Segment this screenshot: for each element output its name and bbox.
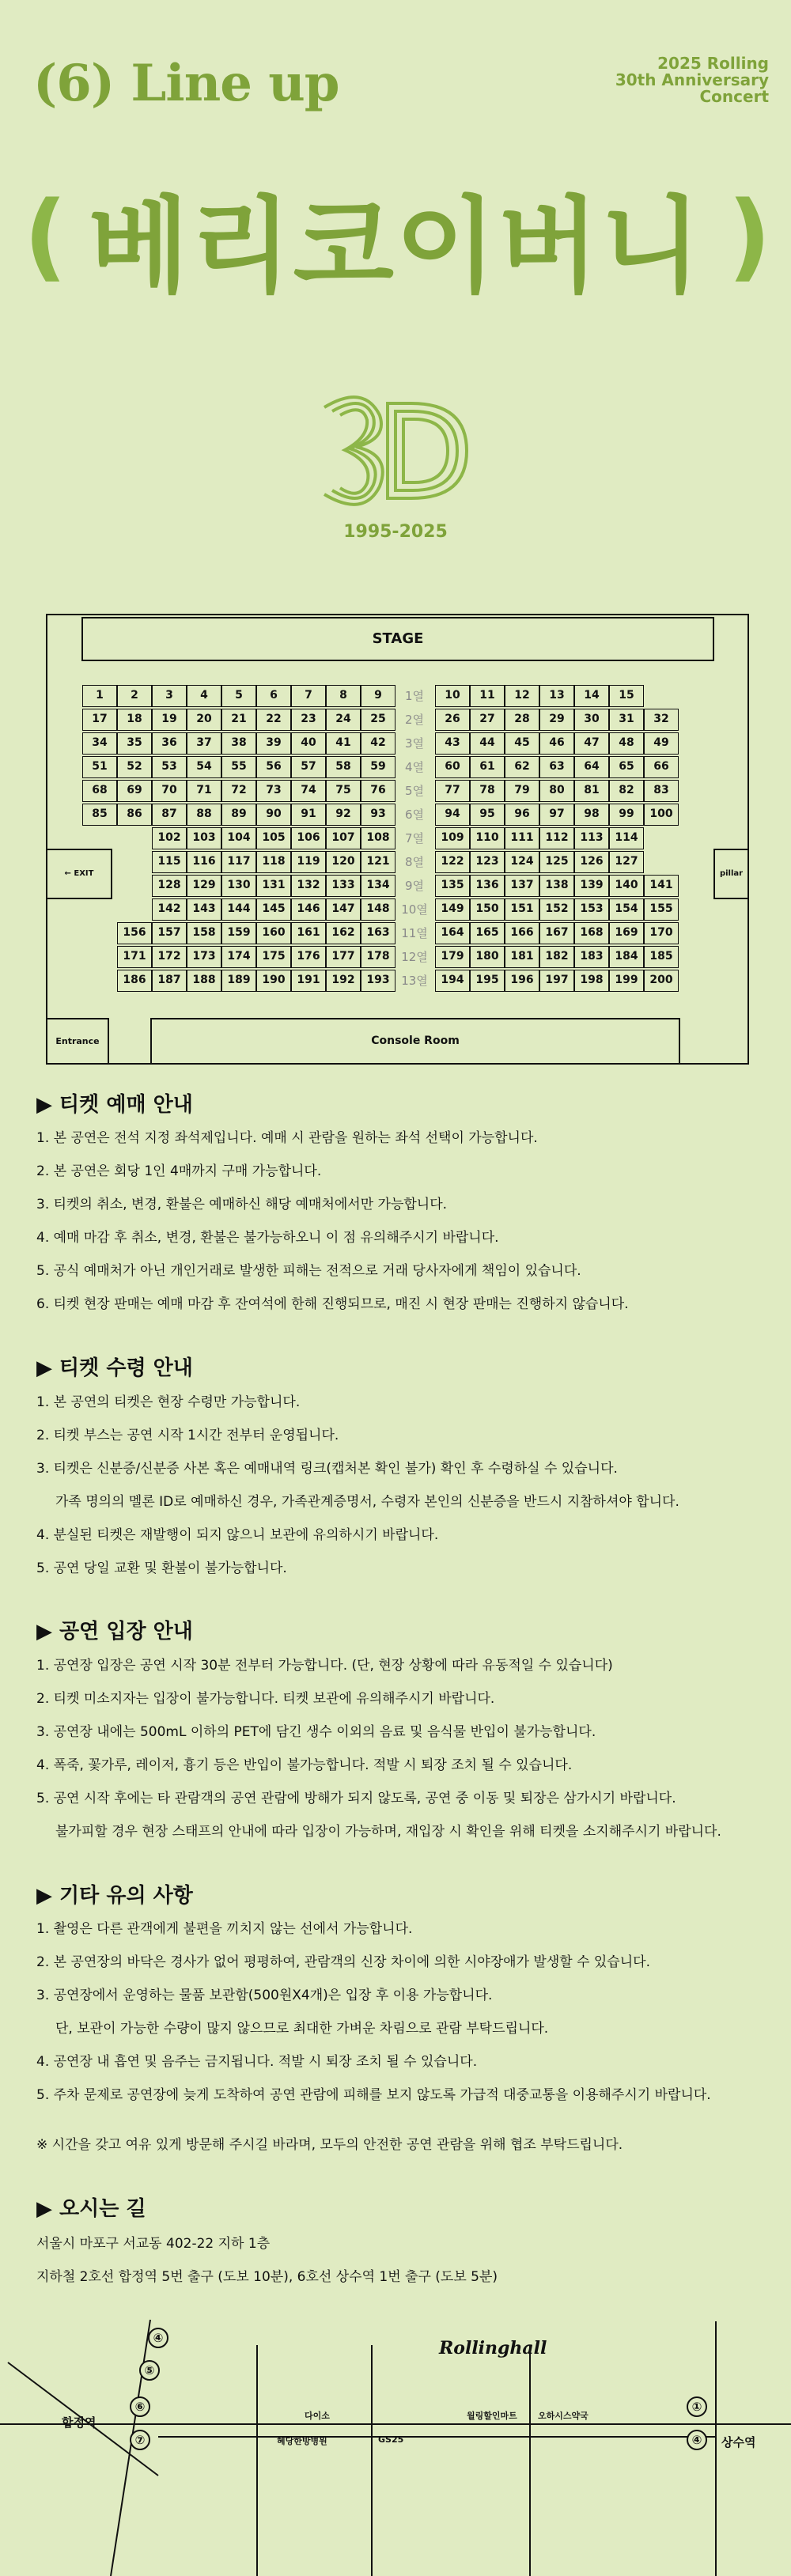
- entry-line-5b: 불가피할 경우 현장 스태프의 안내에 따라 입장이 가능하며, 재입장 시 확인을 위해 티켓을 소지해주시기 바랍니다.: [55, 1824, 721, 1840]
- seat: 141: [644, 875, 679, 897]
- seat: 125: [539, 851, 574, 873]
- stage-label: STAGE: [81, 617, 714, 661]
- seat: 76: [361, 780, 396, 802]
- row-label: 13열: [401, 974, 428, 988]
- seat: 145: [256, 898, 291, 921]
- ticketing-line-6: 6. 티켓 현장 판매는 예매 마감 후 잔여석에 한해 진행되므로, 매진 시 현장 판매는 진행하지 않습니다.: [36, 1296, 629, 1312]
- seat: 172: [152, 946, 187, 968]
- seat: 28: [505, 709, 539, 731]
- seat: 15: [609, 685, 644, 707]
- seat: 39: [256, 732, 291, 755]
- seat: 192: [326, 970, 361, 992]
- seat: 96: [505, 804, 539, 826]
- seat: 117: [221, 851, 256, 873]
- etc-line-2: 2. 본 공연장의 바닥은 경사가 없어 평평하여, 관람객의 신장 차이에 의한 시야장애가 발생할 수 있습니다.: [36, 1954, 650, 1970]
- lineup-title: (6) Line up: [33, 54, 339, 113]
- seat: 5: [221, 685, 256, 707]
- seat: 17: [82, 709, 117, 731]
- seat: 184: [609, 946, 644, 968]
- seat: 161: [291, 922, 326, 944]
- seat: 27: [470, 709, 505, 731]
- seat: 63: [539, 756, 574, 778]
- seat: 126: [574, 851, 609, 873]
- seat: 134: [361, 875, 396, 897]
- exit-4-hapjeong: ④: [148, 2328, 168, 2348]
- seat: 87: [152, 804, 187, 826]
- seat: 160: [256, 922, 291, 944]
- seat: 139: [574, 875, 609, 897]
- seat: 140: [609, 875, 644, 897]
- concert-line-3: Concert: [699, 87, 769, 106]
- sangsu-station-label: 상수역: [721, 2435, 756, 2449]
- seat: 164: [435, 922, 470, 944]
- seat: 2: [117, 685, 152, 707]
- seat: 35: [117, 732, 152, 755]
- seat: 158: [187, 922, 221, 944]
- seat: 137: [505, 875, 539, 897]
- row-label: 3열: [404, 736, 425, 751]
- seat: 57: [291, 756, 326, 778]
- seat: 129: [187, 875, 221, 897]
- seat: 82: [609, 780, 644, 802]
- daiso-label: 다이소: [305, 2411, 330, 2421]
- seat: 40: [291, 732, 326, 755]
- seat: 151: [505, 898, 539, 921]
- pickup-line-5: 5. 공연 당일 교환 및 환불이 불가능합니다.: [36, 1560, 287, 1576]
- seat: 143: [187, 898, 221, 921]
- seat: 110: [470, 827, 505, 849]
- seat: 159: [221, 922, 256, 944]
- seat: 73: [256, 780, 291, 802]
- seat: 195: [470, 970, 505, 992]
- seat: 54: [187, 756, 221, 778]
- seat: 100: [644, 804, 679, 826]
- left-bracket: (: [24, 182, 67, 292]
- seat: 108: [361, 827, 396, 849]
- seat: 56: [256, 756, 291, 778]
- console-room-label: Console Room: [150, 1018, 680, 1065]
- seat: 71: [187, 780, 221, 802]
- row-label: 1열: [404, 689, 425, 703]
- row-label: 12열: [401, 950, 428, 964]
- seat: 163: [361, 922, 396, 944]
- seat: 13: [539, 685, 574, 707]
- pickup-line-3: 3. 티켓은 신분증/신분증 사본 혹은 예매내역 링크(캡처본 확인 불가) 확인 후 수령하실 수 있습니다.: [36, 1461, 618, 1477]
- etc-line-3b: 단, 보관이 가능한 수량이 많지 않으므로 최대한 가벼운 차림으로 관람 부탁드립니다.: [55, 2021, 549, 2037]
- seat: 115: [152, 851, 187, 873]
- seat: 78: [470, 780, 505, 802]
- seat: 95: [470, 804, 505, 826]
- seat: 149: [435, 898, 470, 921]
- seat: 198: [574, 970, 609, 992]
- seat: 92: [326, 804, 361, 826]
- row-label: 9열: [404, 879, 425, 893]
- ticketing-line-3: 3. 티켓의 취소, 변경, 환불은 예매하신 해당 예매처에서만 가능합니다.: [36, 1197, 448, 1212]
- seat: 65: [609, 756, 644, 778]
- seat: 169: [609, 922, 644, 944]
- row-label: 10열: [401, 902, 428, 917]
- etc-line-4: 4. 공연장 내 흡연 및 음주는 금지됩니다. 적발 시 퇴장 조치 될 수 있습니다.: [36, 2054, 478, 2070]
- seat: 113: [574, 827, 609, 849]
- seat: 191: [291, 970, 326, 992]
- seat: 31: [609, 709, 644, 731]
- row-label: 11열: [401, 926, 428, 940]
- seat: 49: [644, 732, 679, 755]
- seat: 121: [361, 851, 396, 873]
- seat: 146: [291, 898, 326, 921]
- seat: 88: [187, 804, 221, 826]
- seat: 127: [609, 851, 644, 873]
- seat: 188: [187, 970, 221, 992]
- exit-5-hapjeong: ⑤: [139, 2360, 160, 2381]
- pickup-line-2: 2. 티켓 부스는 공연 시작 1시간 전부터 운영됩니다.: [36, 1428, 339, 1443]
- venue-label: Rollinghall: [439, 2338, 547, 2358]
- seat: 46: [539, 732, 574, 755]
- seat: 77: [435, 780, 470, 802]
- hapjeong-station-label: 합정역: [62, 2415, 97, 2430]
- seat: 173: [187, 946, 221, 968]
- seat: 109: [435, 827, 470, 849]
- pickup-heading: ▶ 티켓 수령 안내: [36, 1356, 193, 1380]
- seat: 30: [574, 709, 609, 731]
- seat: 43: [435, 732, 470, 755]
- seat: 185: [644, 946, 679, 968]
- seat: 176: [291, 946, 326, 968]
- seat: 175: [256, 946, 291, 968]
- row-label: 5열: [404, 784, 425, 798]
- seat: 152: [539, 898, 574, 921]
- seat: 91: [291, 804, 326, 826]
- seat: 23: [291, 709, 326, 731]
- seat: 51: [82, 756, 117, 778]
- seat: 183: [574, 946, 609, 968]
- seat: 97: [539, 804, 574, 826]
- entry-line-3: 3. 공연장 내에는 500mL 이하의 PET에 담긴 생수 이외의 음료 및 음식물 반입이 불가능합니다.: [36, 1724, 596, 1740]
- seat: 144: [221, 898, 256, 921]
- seat: 107: [326, 827, 361, 849]
- seat: 18: [117, 709, 152, 731]
- exit-label: ← EXIT: [46, 849, 112, 899]
- seat: 85: [82, 804, 117, 826]
- seat: 162: [326, 922, 361, 944]
- seat: 167: [539, 922, 574, 944]
- seat: 86: [117, 804, 152, 826]
- seat: 29: [539, 709, 574, 731]
- seat: 10: [435, 685, 470, 707]
- entry-line-2: 2. 티켓 미소지자는 입장이 불가능합니다. 티켓 보관에 유의해주시기 바랍니다.: [36, 1691, 495, 1707]
- seat: 99: [609, 804, 644, 826]
- seat: 42: [361, 732, 396, 755]
- seat: 32: [644, 709, 679, 731]
- seat: 147: [326, 898, 361, 921]
- seat: 157: [152, 922, 187, 944]
- exit-4-sangsu: ④: [687, 2430, 707, 2450]
- seat: 94: [435, 804, 470, 826]
- seat: 156: [117, 922, 152, 944]
- seat: 106: [291, 827, 326, 849]
- seat: 98: [574, 804, 609, 826]
- seat: 166: [505, 922, 539, 944]
- seat: 174: [221, 946, 256, 968]
- seat: 60: [435, 756, 470, 778]
- row-label: 2열: [404, 713, 425, 727]
- pharmacy-label: 오하시스약국: [538, 2411, 589, 2421]
- seat: 170: [644, 922, 679, 944]
- ticketing-line-2: 2. 본 공연은 회당 1인 4매까지 구매 가능합니다.: [36, 1163, 322, 1179]
- seat: 9: [361, 685, 396, 707]
- row-label: 6열: [404, 808, 425, 822]
- etc-note: ※ 시간을 갖고 여유 있게 방문해 주시길 바라며, 모두의 안전한 공연 관람을 위해 협조 부탁드립니다.: [36, 2137, 623, 2153]
- seat: 24: [326, 709, 361, 731]
- seat: 61: [470, 756, 505, 778]
- seat: 22: [256, 709, 291, 731]
- seat: 177: [326, 946, 361, 968]
- directions-heading: ▶ 오시는 길: [36, 2197, 146, 2221]
- seat: 165: [470, 922, 505, 944]
- seat: 131: [256, 875, 291, 897]
- seat: 182: [539, 946, 574, 968]
- seat: 190: [256, 970, 291, 992]
- seat: 79: [505, 780, 539, 802]
- seat: 8: [326, 685, 361, 707]
- seat: 37: [187, 732, 221, 755]
- seat: 6: [256, 685, 291, 707]
- seat: 93: [361, 804, 396, 826]
- seat: 200: [644, 970, 679, 992]
- seat: 12: [505, 685, 539, 707]
- etc-line-1: 1. 촬영은 다른 관객에게 불편을 끼치지 않는 선에서 가능합니다.: [36, 1921, 413, 1937]
- seat: 70: [152, 780, 187, 802]
- subway-text: 지하철 2호선 합정역 5번 출구 (도보 10분), 6호선 상수역 1번 출구 (도보 5분): [36, 2269, 498, 2285]
- seat: 122: [435, 851, 470, 873]
- seat: 20: [187, 709, 221, 731]
- seat: 133: [326, 875, 361, 897]
- ticketing-heading: ▶ 티켓 예매 안내: [36, 1093, 193, 1117]
- pillar-label: pillar: [713, 849, 749, 899]
- seat: 189: [221, 970, 256, 992]
- seat: 132: [291, 875, 326, 897]
- seat: 90: [256, 804, 291, 826]
- etc-heading: ▶ 기타 유의 사항: [36, 1884, 193, 1908]
- seat: 199: [609, 970, 644, 992]
- seat: 186: [117, 970, 152, 992]
- entry-line-5: 5. 공연 시작 후에는 타 관람객의 공연 관람에 방해가 되지 않도록, 공연 중 이동 및 퇴장은 삼가시기 바랍니다.: [36, 1791, 676, 1806]
- seat: 142: [152, 898, 187, 921]
- mart-label: 월링할인마트: [467, 2411, 517, 2421]
- seat: 123: [470, 851, 505, 873]
- seat: 66: [644, 756, 679, 778]
- exit-7-hapjeong: ⑦: [130, 2430, 150, 2450]
- seat: 41: [326, 732, 361, 755]
- seat: 81: [574, 780, 609, 802]
- gs25-label: GS25: [378, 2434, 404, 2445]
- seat: 45: [505, 732, 539, 755]
- seat: 68: [82, 780, 117, 802]
- seat: 72: [221, 780, 256, 802]
- seat: 135: [435, 875, 470, 897]
- seat: 138: [539, 875, 574, 897]
- seat: 120: [326, 851, 361, 873]
- seat: 58: [326, 756, 361, 778]
- seat: 64: [574, 756, 609, 778]
- seat: 130: [221, 875, 256, 897]
- seat: 7: [291, 685, 326, 707]
- seat: 111: [505, 827, 539, 849]
- seat: 194: [435, 970, 470, 992]
- seat: 155: [644, 898, 679, 921]
- address-text: 서울시 마포구 서교동 402-22 지하 1층: [36, 2236, 271, 2252]
- seat: 83: [644, 780, 679, 802]
- seat: 74: [291, 780, 326, 802]
- seat: 53: [152, 756, 187, 778]
- seat: 119: [291, 851, 326, 873]
- seat: 171: [117, 946, 152, 968]
- ticketing-line-4: 4. 예매 마감 후 취소, 변경, 환불은 불가능하오니 이 점 유의해주시기 바랍니다.: [36, 1230, 499, 1246]
- seat: 116: [187, 851, 221, 873]
- seat: 105: [256, 827, 291, 849]
- seat: 26: [435, 709, 470, 731]
- concert-line-2: 30th Anniversary: [615, 70, 769, 89]
- seat: 187: [152, 970, 187, 992]
- exit-1-sangsu: ①: [687, 2396, 707, 2417]
- seat: 196: [505, 970, 539, 992]
- seat: 89: [221, 804, 256, 826]
- seat: 153: [574, 898, 609, 921]
- seat: 48: [609, 732, 644, 755]
- seat: 36: [152, 732, 187, 755]
- artist-name: 베리코이버니: [88, 186, 703, 308]
- seat: 25: [361, 709, 396, 731]
- seat: 103: [187, 827, 221, 849]
- seat: 38: [221, 732, 256, 755]
- seat: 154: [609, 898, 644, 921]
- entry-heading: ▶ 공연 입장 안내: [36, 1620, 193, 1644]
- seat: 180: [470, 946, 505, 968]
- right-bracket: ): [728, 182, 771, 292]
- seat: 114: [609, 827, 644, 849]
- seat: 14: [574, 685, 609, 707]
- concert-line-1: 2025 Rolling: [657, 54, 769, 73]
- seat: 112: [539, 827, 574, 849]
- seat: 178: [361, 946, 396, 968]
- seat: 150: [470, 898, 505, 921]
- seat: 168: [574, 922, 609, 944]
- seat: 1: [82, 685, 117, 707]
- seat: 4: [187, 685, 221, 707]
- etc-line-5: 5. 주차 문제로 공연장에 늦게 도착하여 공연 관람에 피해를 보지 않도록 가급적 대중교통을 이용해주시기 바랍니다.: [36, 2087, 711, 2103]
- hospital-label: 혜당한방병원: [277, 2436, 327, 2446]
- row-label: 8열: [404, 855, 425, 869]
- row-label: 4열: [404, 760, 425, 774]
- ticketing-line-5: 5. 공식 예매처가 아닌 개인거래로 발생한 피해는 전적으로 거래 당사자에게 책임이 있습니다.: [36, 1263, 581, 1279]
- seat: 21: [221, 709, 256, 731]
- seat: 104: [221, 827, 256, 849]
- exit-6-hapjeong: ⑥: [130, 2396, 150, 2417]
- etc-line-3: 3. 공연장에서 운영하는 물품 보관함(500원X4개)은 입장 후 이용 가능합니다.: [36, 1988, 493, 2003]
- seat: 69: [117, 780, 152, 802]
- seat: 128: [152, 875, 187, 897]
- row-label: 7열: [404, 831, 425, 845]
- entry-line-4: 4. 폭죽, 꽃가루, 레이저, 흉기 등은 반입이 불가능합니다. 적발 시 퇴장 조치 될 수 있습니다.: [36, 1757, 573, 1773]
- seat: 34: [82, 732, 117, 755]
- seat: 47: [574, 732, 609, 755]
- seat: 62: [505, 756, 539, 778]
- pickup-line-3b: 가족 명의의 멜론 ID로 예매하신 경우, 가족관계증명서, 수령자 본인의 신분증을 반드시 지참하셔야 합니다.: [55, 1494, 679, 1510]
- road-lines: [0, 2313, 791, 2576]
- seat: 19: [152, 709, 187, 731]
- entry-line-1: 1. 공연장 입장은 공연 시작 30분 전부터 가능합니다. (단, 현장 상황에 따라 유동적일 수 있습니다): [36, 1658, 613, 1674]
- seat: 3: [152, 685, 187, 707]
- pickup-line-4: 4. 분실된 티켓은 재발행이 되지 않으니 보관에 유의하시기 바랍니다.: [36, 1527, 439, 1543]
- seat: 52: [117, 756, 152, 778]
- entrance-label: Entrance: [46, 1018, 109, 1065]
- seat: 181: [505, 946, 539, 968]
- anniversary-years: 1995-2025: [343, 522, 448, 542]
- seat: 193: [361, 970, 396, 992]
- anniversary-30-logo: [316, 384, 475, 518]
- ticketing-line-1: 1. 본 공연은 전석 지정 좌석제입니다. 예매 시 관람을 원하는 좌석 선택이 가능합니다.: [36, 1130, 538, 1146]
- seat: 55: [221, 756, 256, 778]
- seat: 44: [470, 732, 505, 755]
- seat: 118: [256, 851, 291, 873]
- pickup-line-1: 1. 본 공연의 티켓은 현장 수령만 가능합니다.: [36, 1394, 301, 1410]
- seat: 75: [326, 780, 361, 802]
- seat: 136: [470, 875, 505, 897]
- concert-title: [615, 55, 769, 105]
- seat: 102: [152, 827, 187, 849]
- seat: 80: [539, 780, 574, 802]
- seat: 197: [539, 970, 574, 992]
- seat: 11: [470, 685, 505, 707]
- seat: 124: [505, 851, 539, 873]
- seat: 148: [361, 898, 396, 921]
- seat: 59: [361, 756, 396, 778]
- seat: 179: [435, 946, 470, 968]
